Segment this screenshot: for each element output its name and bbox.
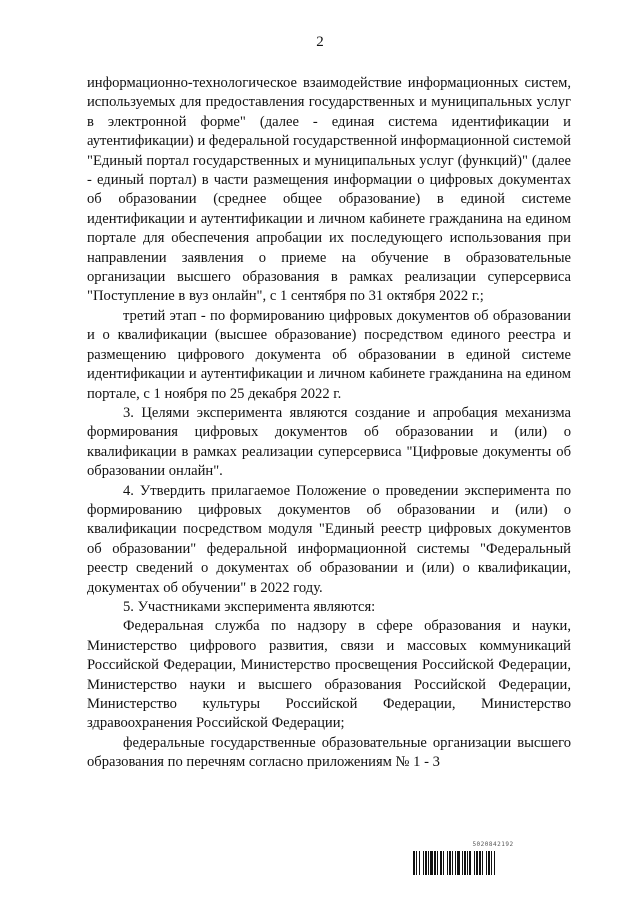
barcode-icon bbox=[413, 851, 573, 875]
paragraph-third-stage: третий этап - по формированию цифровых документов об образовании и о квалификации (высшее образование) посредством единого реестра и размещению цифрового документа об образовании в единой системе идентификации и аутентификации и личном кабинете гражданина на едином портале, с 1 ноября по 25 декабря 2022 г. bbox=[87, 307, 571, 402]
barcode-bar bbox=[476, 851, 478, 875]
barcode-label: 5020842192 bbox=[472, 841, 514, 848]
barcode-bar bbox=[434, 851, 436, 875]
barcode-bar bbox=[462, 851, 463, 875]
barcode-bar bbox=[482, 851, 483, 875]
barcode-bar bbox=[423, 851, 424, 875]
barcode-bar bbox=[488, 851, 490, 875]
barcode-bar bbox=[494, 851, 495, 875]
paragraph-continuation: информационно-технологическое взаимодействие информационных систем, используемых для предоставления государственных и муниципальных услуг в электронной форме" (далее - единая система идентификации и аутентификации) и федеральной государственной информационной системой "Единый портал государственных и муниципальных услуг (функций)" (далее - единый портал) в части размещения информации о цифровых документах об образовании (среднее общее образование) в единой системе идентификации и аутентификации и личном кабинете гражданина на едином портале для обеспечения апробации их последующего использования при направлении заявления о приеме на обучение в образовательные организации высшего образования в рамках реализации суперсервиса "Поступление в вуз онлайн", с 1 сентября по 31 октября 2022 г.; bbox=[87, 75, 571, 305]
document-barcode bbox=[413, 841, 573, 879]
barcode-bar bbox=[452, 851, 453, 875]
barcode-bar bbox=[479, 851, 481, 875]
paragraph-item-4-approve: 4. Утвердить прилагаемое Положение о проведении эксперимента по формированию цифровых документов об образовании и (или) о квалификации посредством модуля "Единый реестр цифровых документов об образовании" федеральной информационной системы "Федеральный реестр сведений о документах об образовании и (или) о квалификации, документах об обучении" в 2022 году. bbox=[87, 482, 571, 596]
document-body bbox=[87, 74, 571, 773]
paragraph-item-5-participants: 5. Участниками эксперимента являются: bbox=[123, 598, 376, 615]
barcode-bar bbox=[455, 851, 456, 875]
barcode-bar bbox=[467, 851, 468, 875]
paragraph-educational-organizations: федеральные государственные образовательные организации высшего образования по перечням согласно приложениям № 1 - 3 bbox=[87, 734, 571, 771]
barcode-bar bbox=[469, 851, 471, 875]
barcode-bar bbox=[428, 851, 429, 875]
barcode-bar bbox=[447, 851, 448, 875]
barcode-bar bbox=[419, 851, 420, 875]
page-number: 2 bbox=[316, 34, 324, 50]
barcode-bar bbox=[440, 851, 442, 875]
barcode-bar bbox=[425, 851, 427, 875]
paragraph-federal-agencies: Федеральная служба по надзору в сфере образования и науки, Министерство цифрового развития, связи и массовых коммуникаций Российской Федерации, Министерство просвещения Российской Федерации, Министерство науки и высшего образования Российской Федерации, Министерство культуры Российской Федерации, Министерство здравоохранения Российской Федерации; bbox=[87, 618, 571, 732]
barcode-bar bbox=[443, 851, 444, 875]
barcode-bar bbox=[437, 851, 438, 875]
barcode-bar bbox=[413, 851, 415, 875]
paragraph-item-3-goals: 3. Целями эксперимента являются создание и апробация механизма формирования цифровых документов об образовании и (или) о квалификации в рамках реализации суперсервиса "Цифровые документы об образовании онлайн". bbox=[87, 404, 571, 480]
barcode-bar bbox=[457, 851, 460, 875]
barcode-bar bbox=[474, 851, 475, 875]
barcode-bar bbox=[449, 851, 451, 875]
barcode-bar bbox=[464, 851, 466, 875]
barcode-bar bbox=[416, 851, 417, 875]
barcode-bar bbox=[491, 851, 492, 875]
barcode-bar bbox=[486, 851, 487, 875]
barcode-bar bbox=[430, 851, 433, 875]
